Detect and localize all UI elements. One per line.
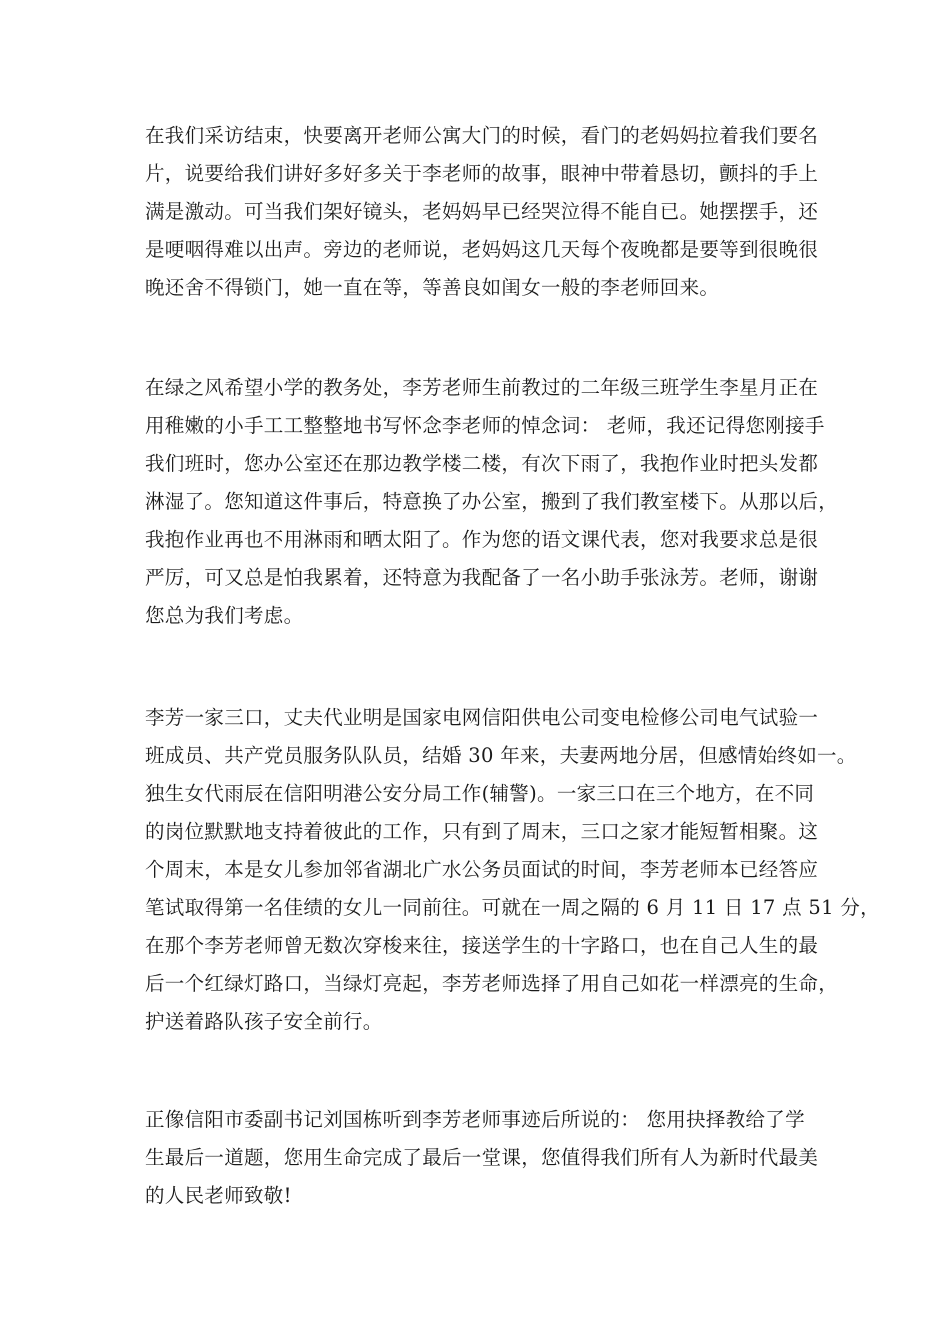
paragraph-line: 在那个李芳老师曾无数次穿梭来往，接送学生的十字路口，也在自己人生的最: [145, 934, 819, 957]
paragraph-line: 我们班时，您办公室还在那边教学楼二楼，有次下雨了，我抱作业时把头发都: [145, 452, 819, 475]
paragraph-line: 严厉，可又总是怕我累着，还特意为我配备了一名小助手张泳芳。老师，谢谢: [145, 566, 819, 589]
paragraph-1: [145, 117, 825, 307]
paragraph-line: 个周末，本是女儿参加邻省湖北广水公务员面试的时间，李芳老师本已经答应: [145, 858, 819, 881]
paragraph-line: 李芳一家三口，丈夫代业明是国家电网信阳供电公司变电检修公司电气试验一: [145, 706, 819, 729]
paragraph-line: 是哽咽得难以出声。旁边的老师说，老妈妈这几天每个夜晚都是要等到很晚很: [145, 238, 819, 261]
paragraph-line: 满是激动。可当我们架好镜头，老妈妈早已经哭泣得不能自已。她摆摆手，还: [145, 200, 819, 223]
paragraph-line: 用稚嫩的小手工工整整地书写怀念李老师的悼念词： 老师，我还记得您刚接手: [145, 414, 825, 437]
paragraph-3: [145, 699, 880, 1041]
paragraph-line: 在我们采访结束，快要离开老师公寓大门的时候，看门的老妈妈拉着我们要名: [145, 124, 819, 147]
paragraph-line: 护送着路队孩子安全前行。: [145, 1010, 383, 1033]
paragraph-4: [145, 1101, 825, 1215]
paragraph-line: 片，说要给我们讲好多好多关于李老师的故事，眼神中带着恳切，颤抖的手上: [145, 162, 819, 185]
paragraph-line: 您总为我们考虑。: [145, 604, 304, 627]
paragraph-2: [145, 369, 839, 635]
paragraph-line: 正像信阳市委副书记刘国栋听到李芳老师事迹后所说的： 您用抉择教给了学: [145, 1108, 805, 1131]
paragraph-line: 笔试取得第一名佳绩的女儿一同前往。可就在一周之隔的 6 月 11 日 17 点 51 分，: [145, 896, 880, 919]
paragraph-line: 独生女代雨辰在信阳明港公安分局工作(辅警)。一家三口在三个地方，在不同: [145, 782, 815, 805]
paragraph-line: 在绿之风希望小学的教务处，李芳老师生前教过的二年级三班学生李星月正在: [145, 376, 819, 399]
paragraph-line: 的岗位默默地支持着彼此的工作，只有到了周末，三口之家才能短暂相聚。这: [145, 820, 819, 843]
paragraph-line: 生最后一道题，您用生命完成了最后一堂课，您值得我们所有人为新时代最美: [145, 1146, 819, 1169]
paragraph-line: 晚还舍不得锁门，她一直在等，等善良如闺女一般的李老师回来。: [145, 276, 720, 299]
paragraph-line: 的人民老师致敬!: [145, 1184, 292, 1207]
paragraph-line: 班成员、共产党员服务队队员，结婚 30 年来，夫妻两地分居，但感情始终如一。: [145, 744, 857, 767]
paragraph-line: 淋湿了。您知道这件事后，特意换了办公室，搬到了我们教室楼下。从那以后，: [145, 490, 839, 513]
paragraph-line: 我抱作业再也不用淋雨和晒太阳了。作为您的语文课代表，您对我要求总是很: [145, 528, 819, 551]
paragraph-line: 后一个红绿灯路口，当绿灯亮起，李芳老师选择了用自己如花一样漂亮的生命，: [145, 972, 839, 995]
